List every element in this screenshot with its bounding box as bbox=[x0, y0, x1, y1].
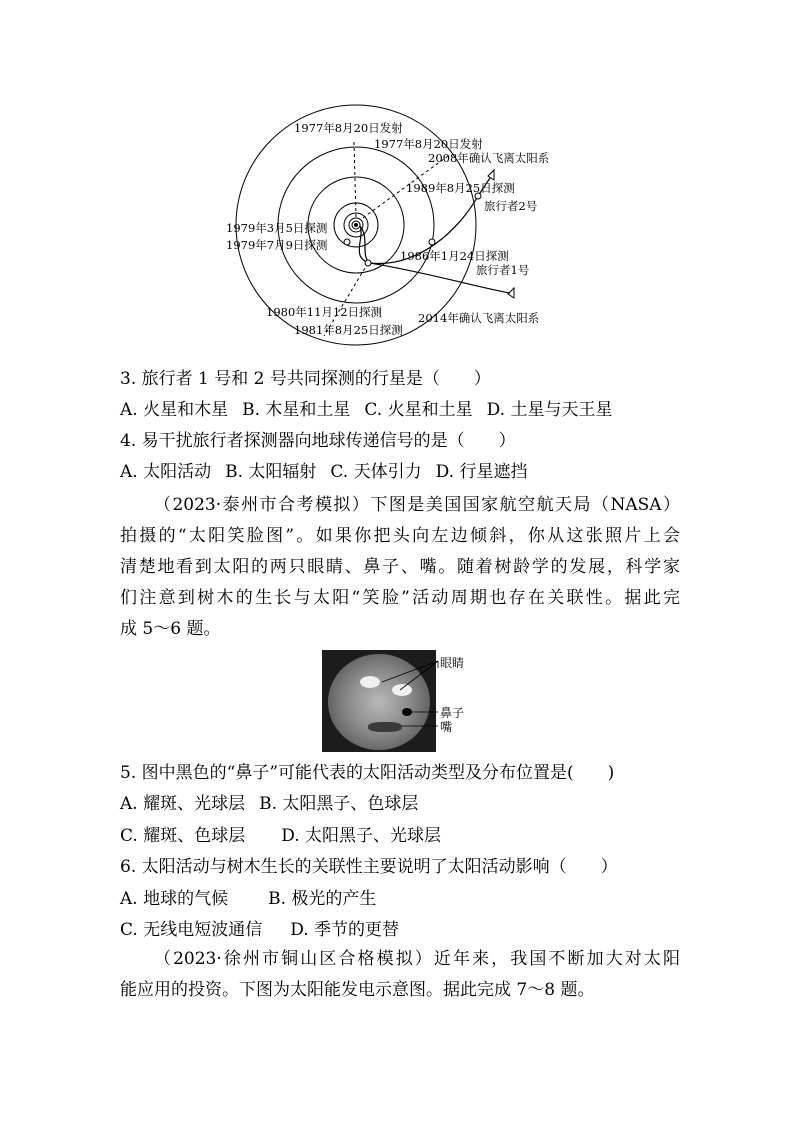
q5-stem: 5. 图中黑色的“鼻子”可能代表的太阳活动类型及分布位置是( ) bbox=[120, 763, 615, 783]
label-probe-1979a: 1979年3月5日探测 bbox=[226, 221, 328, 235]
trajectory-diagram bbox=[220, 98, 580, 360]
q5-option-a: A. 耀斑、光球层 bbox=[120, 794, 246, 814]
q3-option-c: C. 火星和土星 bbox=[364, 400, 473, 420]
passage-smiley-sun bbox=[120, 490, 680, 645]
q5-options-row1 bbox=[120, 793, 432, 815]
voyager-trajectory-figure bbox=[220, 98, 580, 360]
q4-option-b: B. 太阳辐射 bbox=[225, 462, 317, 482]
label-probe-1980: 1980年11月12日探测 bbox=[266, 305, 383, 319]
q4-option-d: D. 行星遮挡 bbox=[435, 462, 528, 482]
label-exit-2014: 2014年确认飞离太阳系 bbox=[418, 311, 540, 325]
label-probe-1981: 1981年8月25日探测 bbox=[294, 323, 403, 337]
voyager1-craft-icon bbox=[508, 288, 514, 298]
q6-stem: 6. 太阳活动与树木生长的关联性主要说明了太阳活动影响（ ） bbox=[120, 857, 618, 877]
passage1-row: 们注意到树木的生长与太阳“笑脸”活动周期也存在关联性。据此完 bbox=[120, 588, 680, 608]
q5-option-d: D. 太阳黑子、光球层 bbox=[281, 826, 442, 846]
q5-option-b: B. 太阳黑子、色球层 bbox=[259, 794, 419, 814]
q4-stem: 4. 易干扰旅行者探测器向地球传递信号的是（ ） bbox=[120, 431, 516, 451]
callout-eyes: 眼睛 bbox=[440, 656, 465, 670]
passage2-row: 能应用的投资。下图为太阳能发电示意图。据此完成 7～8 题。 bbox=[120, 980, 595, 1000]
probe-1986-point bbox=[429, 239, 435, 245]
q3-stem: 3. 旅行者 1 号和 2 号共同探测的行星是（ ） bbox=[120, 369, 491, 389]
passage1-row: 拍摄的“太阳笑脸图”。如果你把头向左边倾斜，你从这张照片上会 bbox=[120, 526, 680, 546]
passage1-row: （2023·泰州市合考模拟）下图是美国国家航空航天局（NASA） bbox=[154, 495, 680, 515]
label-voyager1: 旅行者1号 bbox=[476, 263, 530, 277]
label-probe-1986: 1986年1月24日探测 bbox=[400, 249, 509, 263]
q3-option-b: B. 木星和土星 bbox=[242, 400, 351, 420]
q5-options-row2 bbox=[120, 825, 455, 847]
passage1-row: 清楚地看到太阳的两只眼睛、鼻子、嘴。随着树龄学的发展，科学家 bbox=[120, 557, 680, 577]
callout-mouth: 嘴 bbox=[440, 720, 453, 734]
label-probe-1989: 1989年8月25日探测 bbox=[406, 181, 515, 195]
q6-option-b: B. 极光的产生 bbox=[268, 889, 377, 909]
smiling-sun-figure bbox=[322, 650, 482, 754]
passage1-row: 成 5～6 题。 bbox=[120, 619, 221, 639]
label-voyager2: 旅行者2号 bbox=[484, 199, 538, 213]
q3-option-a: A. 火星和木星 bbox=[120, 400, 229, 420]
q6-options-row1 bbox=[120, 888, 390, 910]
passage2-row: （2023·徐州市铜山区合格模拟）近年来，我国不断加大对太阳 bbox=[154, 949, 680, 969]
launch-guide-a bbox=[354, 142, 356, 218]
q6-options-row2 bbox=[120, 919, 413, 941]
callout-nose: 鼻子 bbox=[440, 706, 465, 720]
voyager2-craft-icon bbox=[488, 170, 494, 180]
voyager1-point bbox=[365, 260, 371, 266]
q4-options bbox=[120, 461, 541, 483]
label-probe-1979b: 1979年7月9日探测 bbox=[226, 238, 328, 252]
q5-option-c: C. 耀斑、色球层 bbox=[120, 826, 246, 846]
probe-1979-point bbox=[344, 239, 350, 245]
q3-options bbox=[120, 399, 626, 421]
sun-dot bbox=[354, 223, 358, 227]
label-launch-b: 1977年8月20日发射 bbox=[374, 137, 483, 151]
q6-option-d: D. 季节的更替 bbox=[290, 920, 400, 940]
q3-option-d: D. 土星与天王星 bbox=[486, 400, 613, 420]
label-launch-a: 1977年8月20日发射 bbox=[294, 121, 403, 135]
q4-option-a: A. 太阳活动 bbox=[120, 462, 212, 482]
q6-option-a: A. 地球的气候 bbox=[120, 889, 229, 909]
q4-option-c: C. 天体引力 bbox=[330, 462, 422, 482]
passage-solar-power bbox=[120, 944, 680, 1006]
q6-option-c: C. 无线电短波通信 bbox=[120, 920, 263, 940]
label-exit-2008: 2008年确认飞离太阳系 bbox=[428, 151, 550, 165]
